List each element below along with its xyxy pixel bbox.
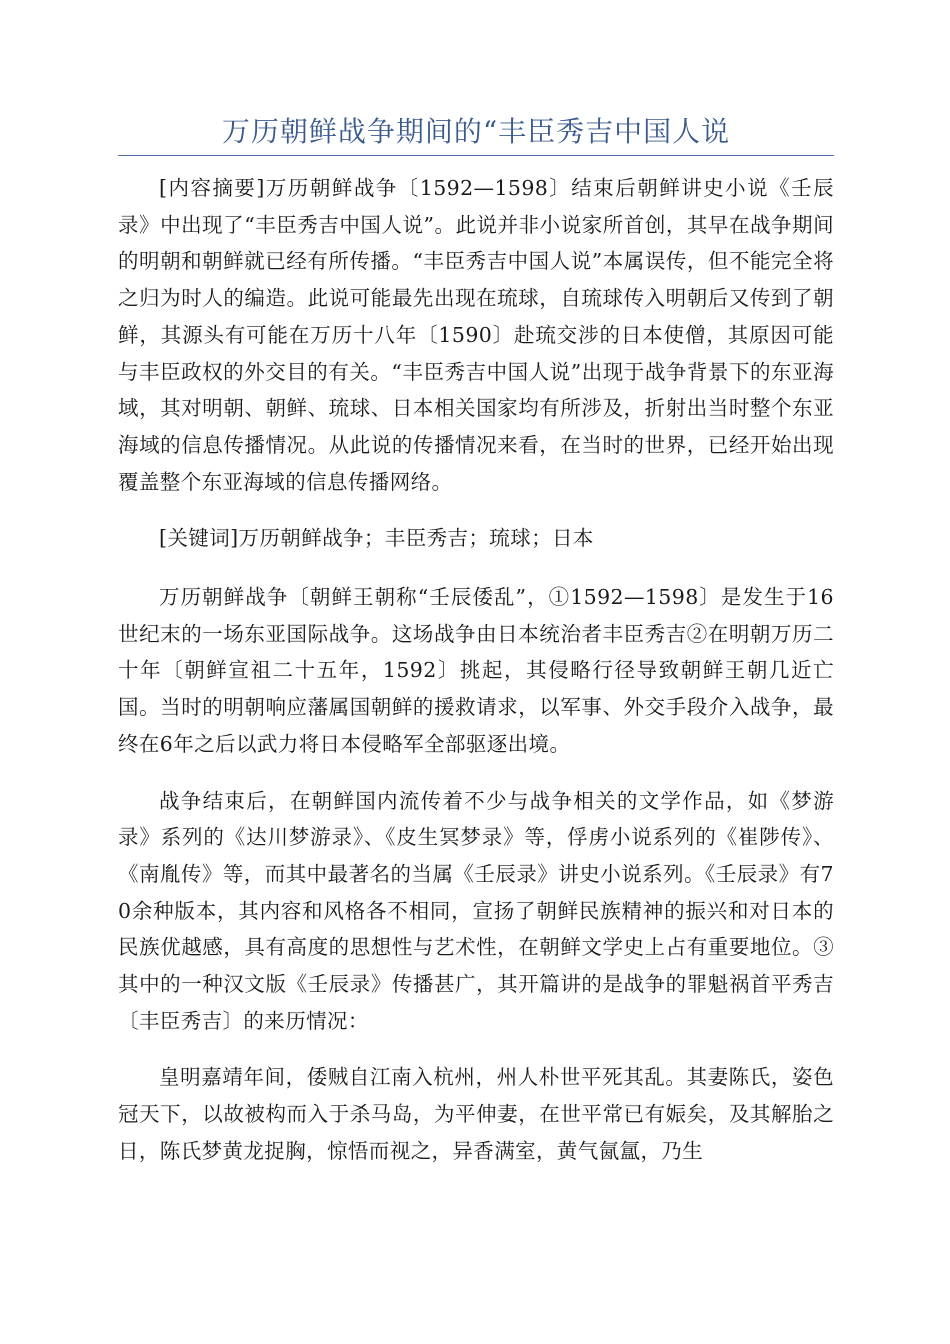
intro-paragraph: 万历朝鲜战争〔朝鲜王朝称“壬辰倭乱”，①1592—1598〕是发生于16世纪末的一场东亚国际战争。这场战争由日本统治者丰臣秀吉②在明朝万历二十年〔朝鲜宣祖二十五年，1592〕挑起，其侵略行径导致朝鲜王朝几近亡国。当时的明朝响应藩属国朝鲜的援救请求，以军事、外交手段介入战争，最终在6年之后以武力将日本侵略军全部驱逐出境。 (118, 585, 834, 756)
document-body (118, 170, 834, 1190)
abstract-paragraph: [内容摘要]万历朝鲜战争〔1592—1598〕结束后朝鲜讲史小说《壬辰录》中出现了“丰臣秀吉中国人说”。此说并非小说家所首创，其早在战争期间的明朝和朝鲜就已经有所传播。“丰臣秀吉中国人说”本属误传，但不能完全将之归为时人的编造。此说可能最先出现在琉球，自琉球传入明朝后又传到了朝鲜，其源头有可能在万历十八年〔1590〕赴琉交涉的日本使僧，其原因可能与丰臣政权的外交目的有关。“丰臣秀吉中国人说”出现于战争背景下的东亚海域，其对明朝、朝鲜、琉球、日本相关国家均有所涉及，折射出当时整个东亚海域的信息传播情况。从此说的传播情况来看，在当时的世界，已经开始出现覆盖整个东亚海域的信息传播网络。 (118, 176, 834, 494)
keywords-paragraph: [关键词]万历朝鲜战争；丰臣秀吉；琉球；日本 (159, 526, 594, 551)
quotation-paragraph: 皇明嘉靖年间，倭贼自江南入杭州，州人朴世平死其乱。其妻陈氏，姿色冠天下，以故被构而入于杀马岛，为平伸妻，在世平常已有娠矣，及其解胎之日，陈氏梦黄龙捉胸，惊悟而视之，异香满室，黄气氤氲，乃生 (118, 1065, 834, 1163)
page-title: 万历朝鲜战争期间的“丰臣秀吉中国人说 (221, 115, 731, 148)
title-divider (118, 155, 834, 156)
literature-paragraph: 战争结束后，在朝鲜国内流传着不少与战争相关的文学作品，如《梦游录》系列的《达川梦游录》、《皮生冥梦录》等，俘虏小说系列的《崔陟传》、《南胤传》等，而其中最著名的当属《壬辰录》讲史小说系列。《壬辰录》有70余种版本，其内容和风格各不相同，宣扬了朝鲜民族精神的振兴和对日本的民族优越感，具有高度的思想性与艺术性，在朝鲜文学史上占有重要地位。③其中的一种汉文版《壬辰录》传播甚广，其开篇讲的是战争的罪魁祸首平秀吉〔丰臣秀吉〕的来历情况： (118, 788, 834, 1033)
